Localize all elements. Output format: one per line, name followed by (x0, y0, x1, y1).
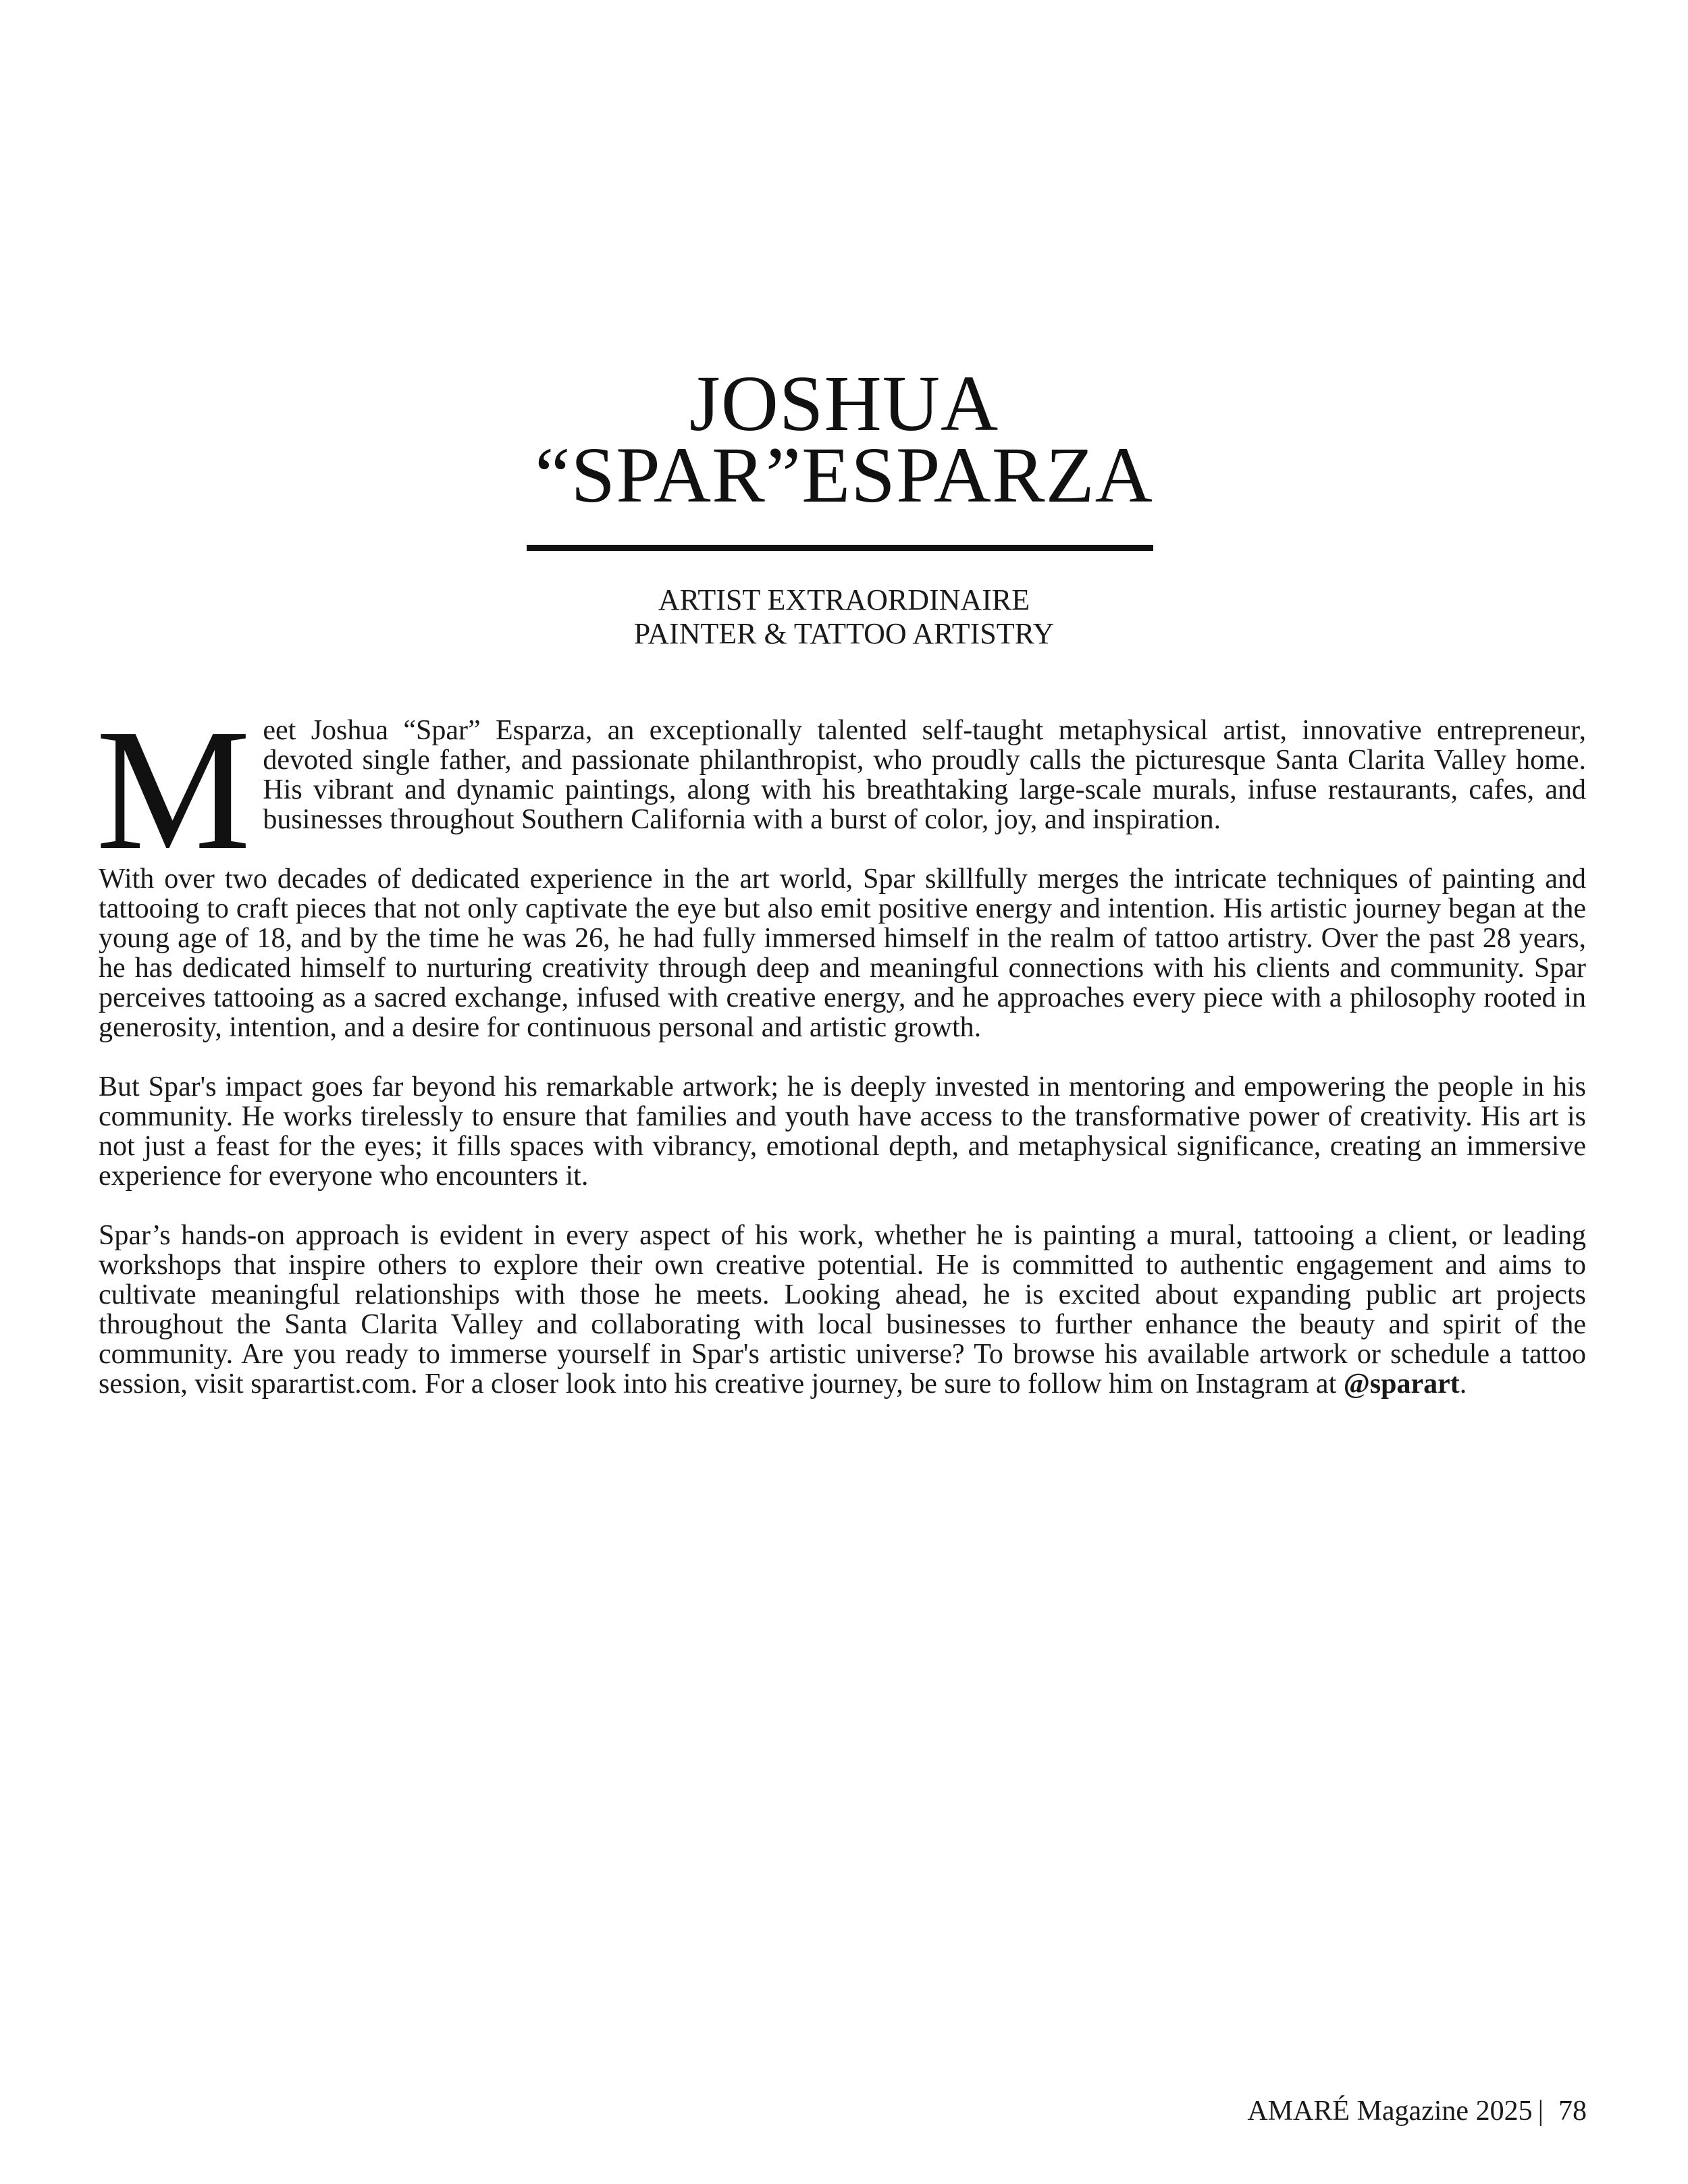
title-divider (527, 545, 1153, 551)
magazine-name: AMARÉ Magazine 2025 (1247, 2096, 1533, 2127)
paragraph-4-text: Spar’s hands-on approach is evident in every aspect of his work, whether he is painting a mural, tattooing a client, or leading workshops that inspire others to explore their own creative potential. He is committed to authentic engagement and aims to cultivate meaningful relationships with those he meets. Looking ahead, he is excited about expanding public art projects throughout the Santa Clarita Valley and collaborating with local businesses to further enhance the beauty and spirit of the community. Are you ready to immerse yourself in Spar's artistic universe? To browse his available artwork or schedule a tattoo session, visit sparartist.com. For a closer look into his creative journey, be sure to follow him on Instagram at (99, 1220, 1586, 1400)
drop-cap: M (96, 693, 251, 886)
paragraph-2: With over two decades of dedicated experience in the art world, Spar skillfully merges the intricate techniques of painting and tattooing to craft pieces that not only captivate the eye but also emit positive energy and intention. His artistic journey began at the young age of 18, and by the time he was 26, he had fully immersed himself in the realm of tattoo artistry. Over the past 28 years, he has dedicated himself to nurturing creativity through deep and meaningful connections with his clients and community. Spar perceives tattooing as a sacred exchange, infused with creative energy, and he approaches every piece with a philosophy rooted in generosity, intention, and a desire for continuous personal and artistic growth. (99, 863, 1586, 1043)
paragraph-1-text: eet Joshua “Spar” Esparza, an exceptionally talented self-taught metaphysical artist, innovative entrepreneur, devoted single father, and passionate philanthropist, who proudly calls the picturesque Santa Clarita Valley home. His vibrant and dynamic paintings, along with his breathtaking large-scale murals, infuse restaurants, cafes, and businesses throughout Southern California with a burst of color, joy, and inspiration. (263, 715, 1586, 835)
subtitle-line-1: ARTIST EXTRAORDINAIRE (658, 583, 1030, 616)
instagram-handle: @sparart (1343, 1368, 1460, 1400)
paragraph-1 (96, 693, 1586, 886)
subtitle-line-2: PAINTER & TATTOO ARTISTRY (633, 617, 1055, 650)
page-footer (1247, 2094, 1587, 2128)
footer-separator: | (1537, 2096, 1544, 2127)
title-line-1: JOSHUA (689, 359, 999, 448)
article-body (96, 693, 1586, 1429)
paragraph-4-end: . (1459, 1368, 1467, 1400)
paragraph-3: But Spar's impact goes far beyond his remarkable artwork; he is deeply invested in mentoring and empowering the people in his community. He works tirelessly to ensure that families and youth have access to the transformative power of creativity. His art is not just a feast for the eyes; it fills spaces with vibrancy, emotional depth, and metaphysical significance, creating an immersive experience for everyone who encounters it. (99, 1071, 1586, 1192)
page-number: 78 (1558, 2096, 1587, 2127)
article-title (0, 359, 1688, 519)
article-subtitle (0, 583, 1688, 651)
paragraph-4 (99, 1221, 1586, 1399)
title-line-2: “SPAR”ESPARZA (535, 431, 1153, 519)
